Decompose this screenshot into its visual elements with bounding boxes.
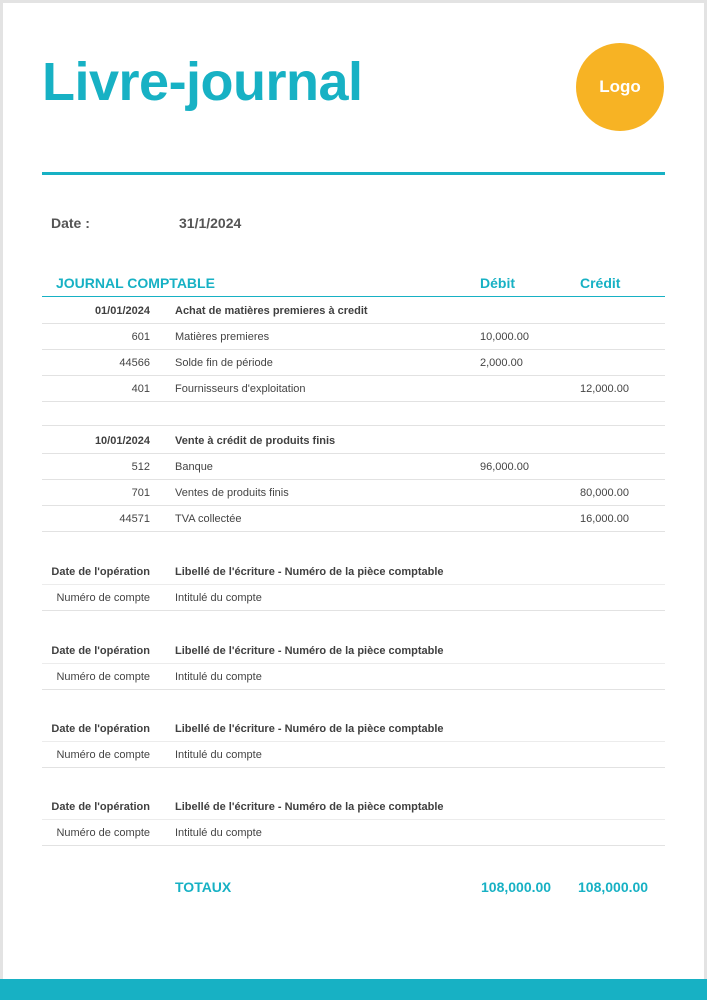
page-title: Livre-journal [42,52,363,112]
template-date: Date de l'opération [51,800,150,813]
account-number: 601 [131,330,150,343]
template-account-name: Intitulé du compte [175,748,262,761]
totals-credit: 108,000.00 [578,879,649,895]
template-date: Date de l'opération [51,644,150,657]
debit-value: 96,000.00 [480,460,529,473]
template-row [42,664,665,690]
template-header-row [42,638,665,664]
credit-header: Crédit [580,275,621,291]
table-row [42,506,665,532]
table-row [42,454,665,480]
template-row [42,585,665,611]
template-date: Date de l'opération [51,565,150,578]
template-account: Numéro de compte [56,670,150,683]
template-header-row [42,716,665,742]
journal-page [3,3,704,997]
template-account-name: Intitulé du compte [175,670,262,683]
template-label: Libellé de l'écriture - Numéro de la pièce comptable [175,644,444,657]
entry-date: 10/01/2024 [94,434,150,447]
account-number: 401 [131,382,150,395]
template-row [42,742,665,768]
credit-value: 80,000.00 [580,486,629,499]
table-row [42,350,665,376]
entry-label: Vente à crédit de produits finis [175,434,336,447]
account-number: 44566 [119,356,150,369]
template-label: Libellé de l'écriture - Numéro de la pièce comptable [175,800,444,813]
entry-header-row [42,298,665,324]
account-name: Matières premieres [175,330,270,343]
debit-value: 2,000.00 [480,356,523,369]
footer-bar [0,979,707,1000]
journal-header: JOURNAL COMPTABLE [56,275,215,291]
account-number: 701 [131,486,150,499]
credit-value: 12,000.00 [580,382,629,395]
template-account: Numéro de compte [56,748,150,761]
account-name: Banque [175,460,213,473]
debit-header: Débit [480,275,515,291]
account-number: 44571 [119,512,150,525]
date-label: Date : [51,215,90,231]
logo: Logo [576,43,664,131]
template-account: Numéro de compte [56,826,150,839]
template-date: Date de l'opération [51,722,150,735]
template-row [42,820,665,846]
account-name: Ventes de produits finis [175,486,289,499]
table-row [42,376,665,402]
spacer-row [42,402,665,426]
template-label: Libellé de l'écriture - Numéro de la pièce comptable [175,722,444,735]
table-row [42,480,665,506]
totals-label: TOTAUX [175,879,232,895]
title-divider [42,172,665,175]
entry-label: Achat de matières premieres à credit [175,304,368,317]
debit-value: 10,000.00 [480,330,529,343]
date-value: 31/1/2024 [179,215,242,231]
template-account: Numéro de compte [56,591,150,604]
table-row [42,324,665,350]
account-name: Solde fin de période [175,356,273,369]
header-divider [42,296,665,297]
account-name: Fournisseurs d'exploitation [175,382,306,395]
credit-value: 16,000.00 [580,512,629,525]
account-name: TVA collectée [175,512,242,525]
totals-debit: 108,000.00 [481,879,552,895]
template-account-name: Intitulé du compte [175,826,262,839]
template-label: Libellé de l'écriture - Numéro de la pièce comptable [175,565,444,578]
entry-date: 01/01/2024 [94,304,150,317]
account-number: 512 [131,460,150,473]
entry-header-row [42,428,665,454]
template-header-row [42,794,665,820]
template-header-row [42,559,665,585]
template-account-name: Intitulé du compte [175,591,262,604]
